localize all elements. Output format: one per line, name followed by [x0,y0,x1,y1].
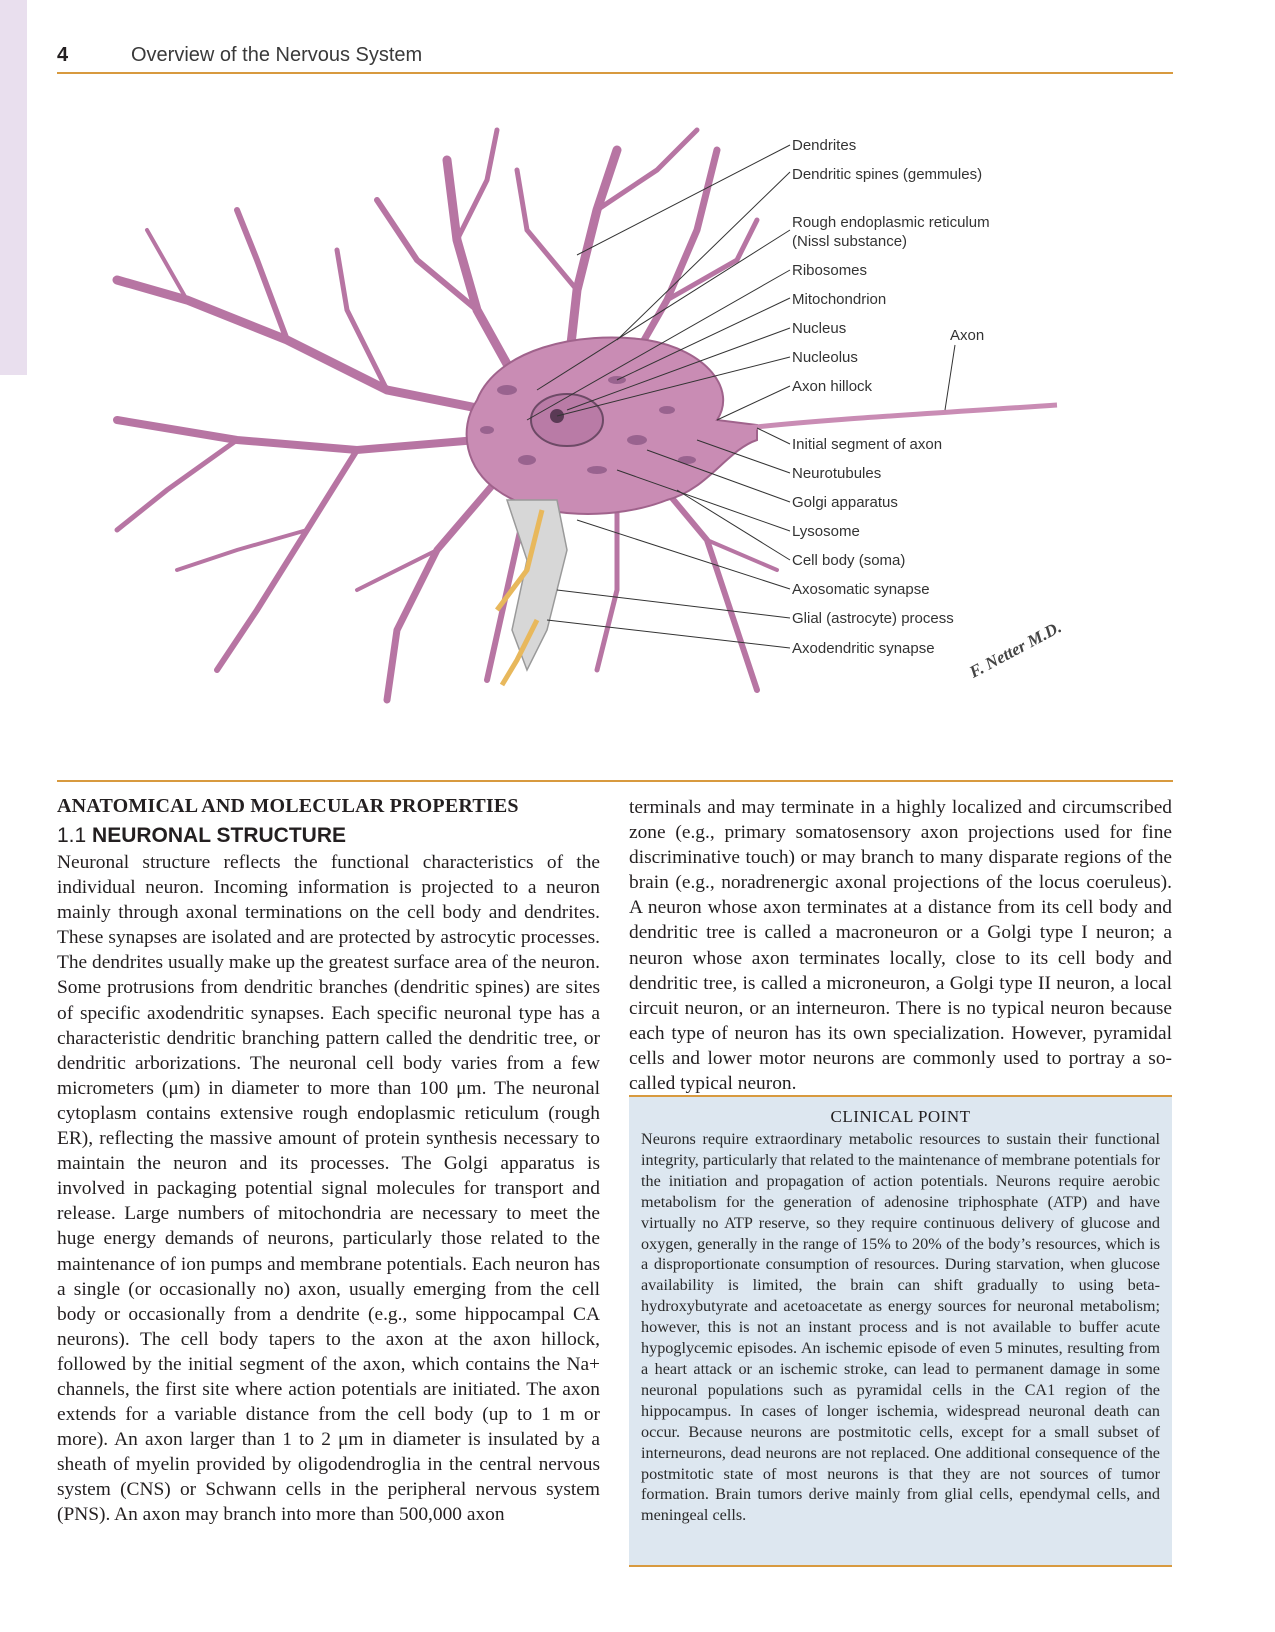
label-dendrites: Dendrites [792,137,857,154]
label-axodendritic: Axodendritic synapse [792,640,935,657]
label-glial-process: Glial (astrocyte) process [792,610,954,627]
neuron-figure [57,110,1173,750]
label-axosomatic: Axosomatic synapse [792,581,930,598]
body-paragraph-2: terminals and may terminate in a highly localized and circumscribed zone (e.g., primary somatosensory axon projections used for fine discriminative touch) or may branch to many disparate regions of the brain (e.g., noradrenergic axonal projections of the locus coeruleus). A neuron whose axon terminates at a distance from its cell body and dendritic tree is called a macroneuron or a Golgi type I neuron; a neuron whose axon terminates locally, close to its cell body and dendritic tree, is called a microneuron, a Golgi type II neuron, a local circuit neuron, or an interneuron. There is no typical neuron because each type of neuron has its own specialization. However, pyramidal cells and lower motor neurons are commonly used to portray a so-called typical neuron. [629,797,1172,1095]
page-number: 4 [57,44,69,66]
clinical-point-title: CLINICAL POINT [830,1107,971,1126]
label-cell-body: Cell body (soma) [792,552,906,569]
section-rule [57,780,1173,782]
label-axon: Axon [950,327,985,344]
label-neurotubules: Neurotubules [792,465,882,482]
subsection-number: 1.1 [57,824,87,847]
subsection-heading [57,824,600,848]
clinical-point-text: Neurons require extraordinary metabolic resources to sustain their functional integrity, particularly that related to the maintenance of membrane potentials for the initiation and propagation of action potentials. Neurons require aerobic metabolism for the generation of adenosine triphosphate (ATP) and have virtually no ATP reserve, so they require continuous delivery of glucose and oxygen, generally in the range of 15% to 20% of the body’s resources, which is a disproportionate consumption of resources. During starvation, when glucose availability is limited, the brain can shift gradually to using beta-hydroxybutyrate and acetoacetate as energy sources for neuronal metabolism; however, this is not an instant process and is not available to buffer acute hypoglycemic episodes. An ischemic episode of even 5 minutes, resulting from a heart attack or an ischemic stroke, can lead to permanent damage in some neuronal populations such as pyramidal cells in the CA1 region of the hippocampus. In cases of longer ischemia, widespread neuronal death can occur. Because neurons are postmitotic cells, except for a small subset of interneurons, dead neurons are not replaced. One additional consequence of the postmitotic state of most neurons is that they are not sources of tumor formation. Brain tumors derive mainly from glial cells, ependymal cells, and meningeal cells. [641,1130,1160,1525]
running-head: Overview of the Nervous System [131,44,423,66]
label-golgi: Golgi apparatus [792,494,898,511]
clinical-bottom-rule [629,1565,1172,1567]
artist-signature: F. Netter M.D. [966,617,1065,682]
chapter-tab [0,0,27,375]
subsection-title: NEURONAL STRUCTURE [92,824,346,847]
label-initial-segment: Initial segment of axon [792,436,943,453]
text-column-1 [57,795,600,1528]
label-ribosomes: Ribosomes [792,262,868,279]
label-rough-er: Rough endoplasmic reticulum (Nissl substance) [792,214,990,250]
running-header [57,44,1173,74]
text-column-2 [629,795,1172,1096]
label-lysosome: Lysosome [792,523,860,540]
section-heading: ANATOMICAL AND MOLECULAR PROPERTIES [57,795,519,817]
label-nucleolus: Nucleolus [792,349,858,366]
clinical-point-box [629,1095,1172,1565]
label-nucleus: Nucleus [792,320,847,337]
label-mitochondrion: Mitochondrion [792,291,887,308]
label-dendritic-spines: Dendritic spines (gemmules) [792,166,983,183]
label-axon-hillock: Axon hillock [792,378,873,395]
body-paragraph-1: Neuronal structure reflects the functional characteristics of the individual neuron. Incoming information is projected to a neuron mainly through axonal terminations on the cell body and dendrites. These synapses are isolated and are protected by astrocytic processes. The dendrites usually make up the greatest surface area of the neuron. Some protrusions from dendritic branches (dendritic spines) are sites of specific axodendritic synapses. Each specific neuronal type has a characteristic dendritic branching pattern called the dendritic tree, or dendritic arborizations. The neuronal cell body varies from a few micrometers (μm) in diameter to more than 100 μm. The neuronal cytoplasm contains extensive rough endoplasmic reticulum (rough ER), reflecting the massive amount of protein synthesis necessary to maintain the neuron and its processes. The Golgi apparatus is involved in packaging potential signal molecules for transport and release. Large numbers of mitochondria are necessary to meet the huge energy demands of neurons, particularly those related to the maintenance of ion pumps and membrane potentials. Each neuron has a single (or occasionally no) axon, usually emerging from the cell body or occasionally from a dendrite (e.g., some hippocampal CA neurons). The cell body tapers to the axon at the axon hillock, followed by the initial segment of the axon, which contains the Na+ channels, the first site where action potentials are initiated. The axon extends for a variable distance from the cell body (up to 1 m or more). An axon larger than 1 to 2 μm in diameter is insulated by a sheath of myelin provided by oligodendroglia in the central nervous system (CNS) or Schwann cells in the peripheral nervous system (PNS). An axon may branch into more than 500,000 axon [57,852,600,1526]
